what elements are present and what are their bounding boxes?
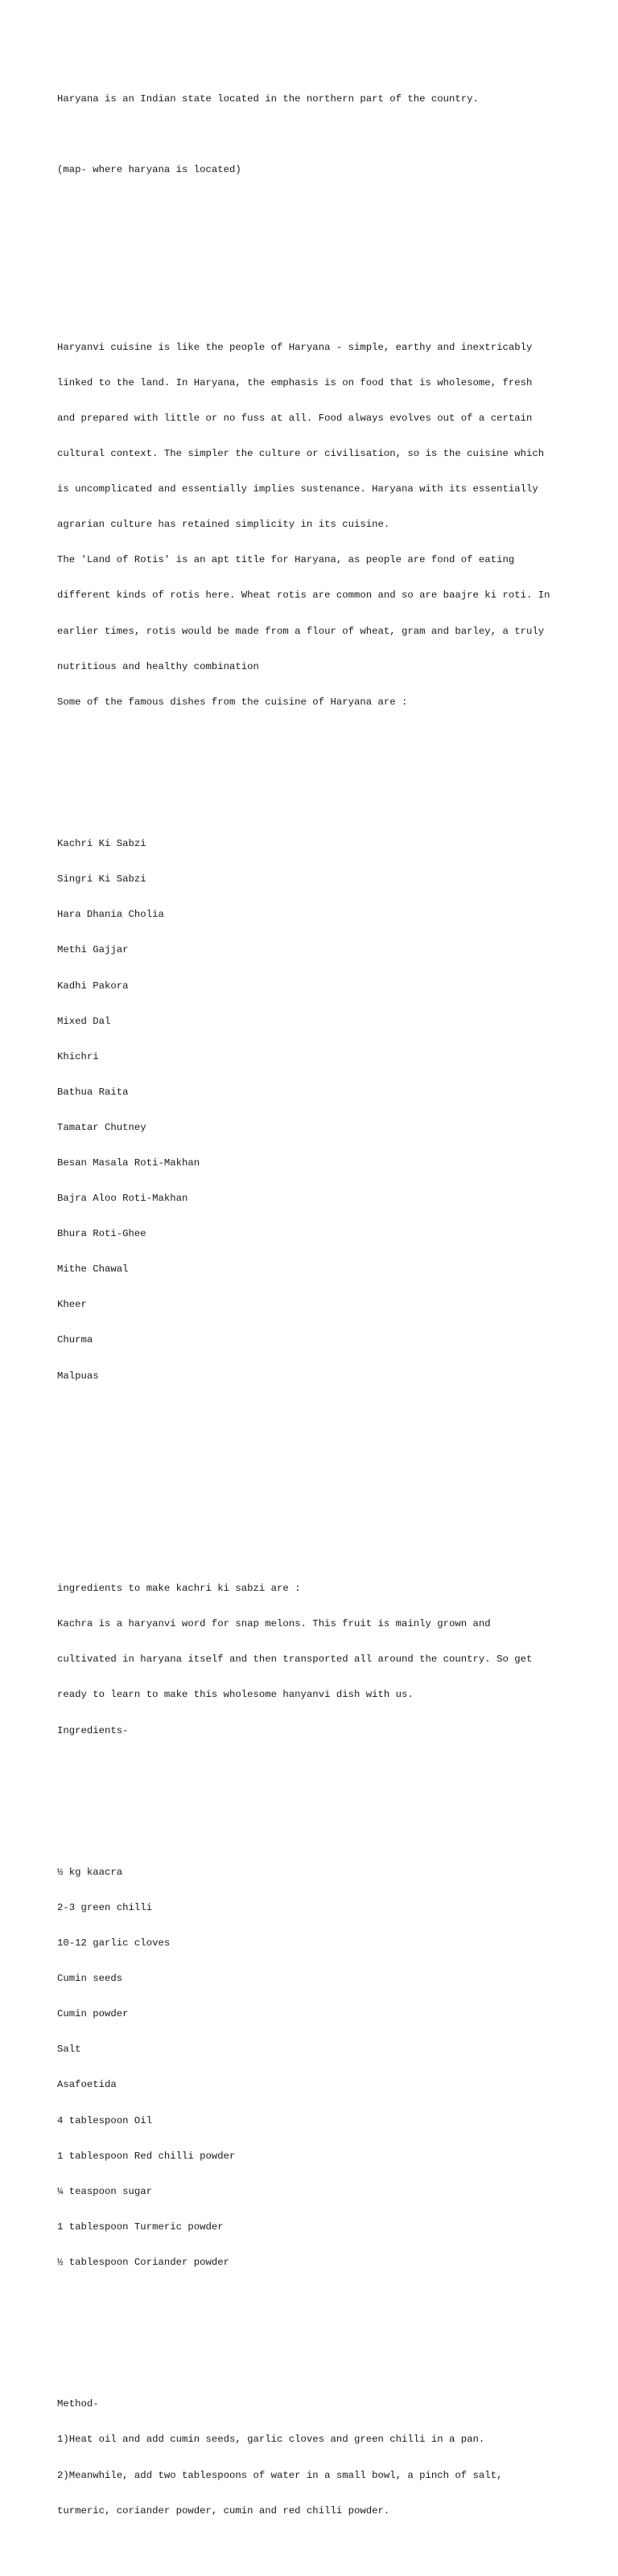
method-section: [57, 2375, 572, 2541]
ingredient-list: [57, 1843, 572, 2293]
paragraph-line: The 'Land of Rotis' is an apt title for Haryana, as people are fond of eating: [57, 554, 515, 566]
spacer: [57, 199, 572, 212]
paragraph-line: different kinds of rotis here. Wheat rotis are common and so are baajre ki roti. In: [57, 590, 550, 602]
paragraph-line: is uncomplicated and essentially implies sustenance. Haryana with its essentially: [57, 483, 538, 495]
method-step: turmeric, coriander powder, cumin and red chilli powder.: [57, 2504, 390, 2516]
paragraph-line: nutritious and healthy combination: [57, 660, 259, 672]
spacer: [57, 2327, 572, 2340]
paragraph-line: agrarian culture has retained simplicity in its cuisine.: [57, 519, 390, 531]
list-item: Kheer: [57, 1299, 87, 1311]
paragraph-line: ready to learn to make this wholesome hanyanvi dish with us.: [57, 1689, 414, 1701]
list-item: Salt: [57, 2044, 81, 2056]
paragraph-line: linked to the land. In Haryana, the emphasis is on food that is wholesome, fresh: [57, 376, 533, 388]
paragraph-line: earlier times, rotis would be made from a flour of wheat, gram and barley, a truly: [57, 625, 545, 637]
list-item: Asafoetida: [57, 2079, 117, 2091]
list-item: Kadhi Pakora: [57, 980, 129, 992]
recipe-intro: [57, 1559, 572, 1760]
list-item: ½ tablespoon Coriander powder: [57, 2256, 230, 2268]
list-item: Methi Gajjar: [57, 944, 129, 956]
list-item: Bhura Roti-Ghee: [57, 1228, 146, 1240]
list-item: Cumin seeds: [57, 1973, 123, 1985]
cuisine-paragraph: [57, 318, 572, 731]
intro-location: Haryana is an Indian state located in the northern part of the country.: [57, 93, 479, 105]
spacer: [57, 1796, 572, 1808]
list-item: ¼ teaspoon sugar: [57, 2185, 153, 2197]
list-item: 10-12 garlic cloves: [57, 1937, 171, 1949]
paragraph-line: cultural context. The simpler the culture or civilisation, so is the cuisine which: [57, 448, 545, 460]
paragraph-line: Some of the famous dishes from the cuisine of Haryana are :: [57, 696, 408, 708]
paragraph-line: Kachra is a haryanvi word for snap melons. This fruit is mainly grown and: [57, 1618, 491, 1630]
list-item: 4 tablespoon Oil: [57, 2114, 153, 2126]
spacer: [57, 271, 572, 283]
list-item: Singri Ki Sabzi: [57, 873, 146, 885]
list-item: Cumin powder: [57, 2008, 129, 2020]
list-item: Mithe Chawal: [57, 1263, 129, 1276]
list-item: 1 tablespoon Red chilli powder: [57, 2150, 236, 2162]
method-heading: Method-: [57, 2398, 99, 2410]
document-body: [57, 58, 572, 2576]
list-item: Malpuas: [57, 1370, 99, 1382]
map-note: (map- where haryana is located): [57, 164, 241, 176]
list-item: Besan Masala Roti-Makhan: [57, 1157, 200, 1169]
paragraph-line: ingredients to make kachri ki sabzi are :: [57, 1583, 301, 1595]
spacer: [57, 235, 572, 247]
spacer: [57, 1512, 572, 1524]
list-item: Hara Dhania Cholia: [57, 909, 164, 921]
list-item: ½ kg kaacra: [57, 1866, 123, 1878]
paragraph-line: Haryanvi cuisine is like the people of Haryana - simple, earthy and inextricably: [57, 341, 533, 353]
paragraph-line: Ingredients-: [57, 1724, 129, 1736]
list-item: Bathua Raita: [57, 1086, 129, 1098]
list-item: Churma: [57, 1334, 93, 1346]
paragraph-line: cultivated in haryana itself and then transported all around the country. So get: [57, 1654, 533, 1666]
dish-list: [57, 815, 572, 1406]
paragraph-line: and prepared with little or no fuss at all. Food always evolves out of a certain: [57, 412, 533, 424]
list-item: 1 tablespoon Turmeric powder: [57, 2221, 224, 2233]
list-item: Mixed Dal: [57, 1015, 111, 1027]
spacer: [57, 1441, 572, 1453]
list-item: 2-3 green chilli: [57, 1902, 153, 1913]
method-step: 1)Heat oil and add cumin seeds, garlic cloves and green chilli in a pan.: [57, 2434, 485, 2446]
list-item: Khichri: [57, 1050, 99, 1062]
method-step: 2)Meanwhile, add two tablespoons of water in a small bowl, a pinch of salt,: [57, 2469, 503, 2481]
list-item: Bajra Aloo Roti-Makhan: [57, 1193, 188, 1205]
spacer: [57, 1477, 572, 1489]
list-item: Kachri Ki Sabzi: [57, 838, 146, 850]
spacer: [57, 767, 572, 779]
spacer: [57, 129, 572, 141]
list-item: Tamatar Chutney: [57, 1121, 146, 1133]
